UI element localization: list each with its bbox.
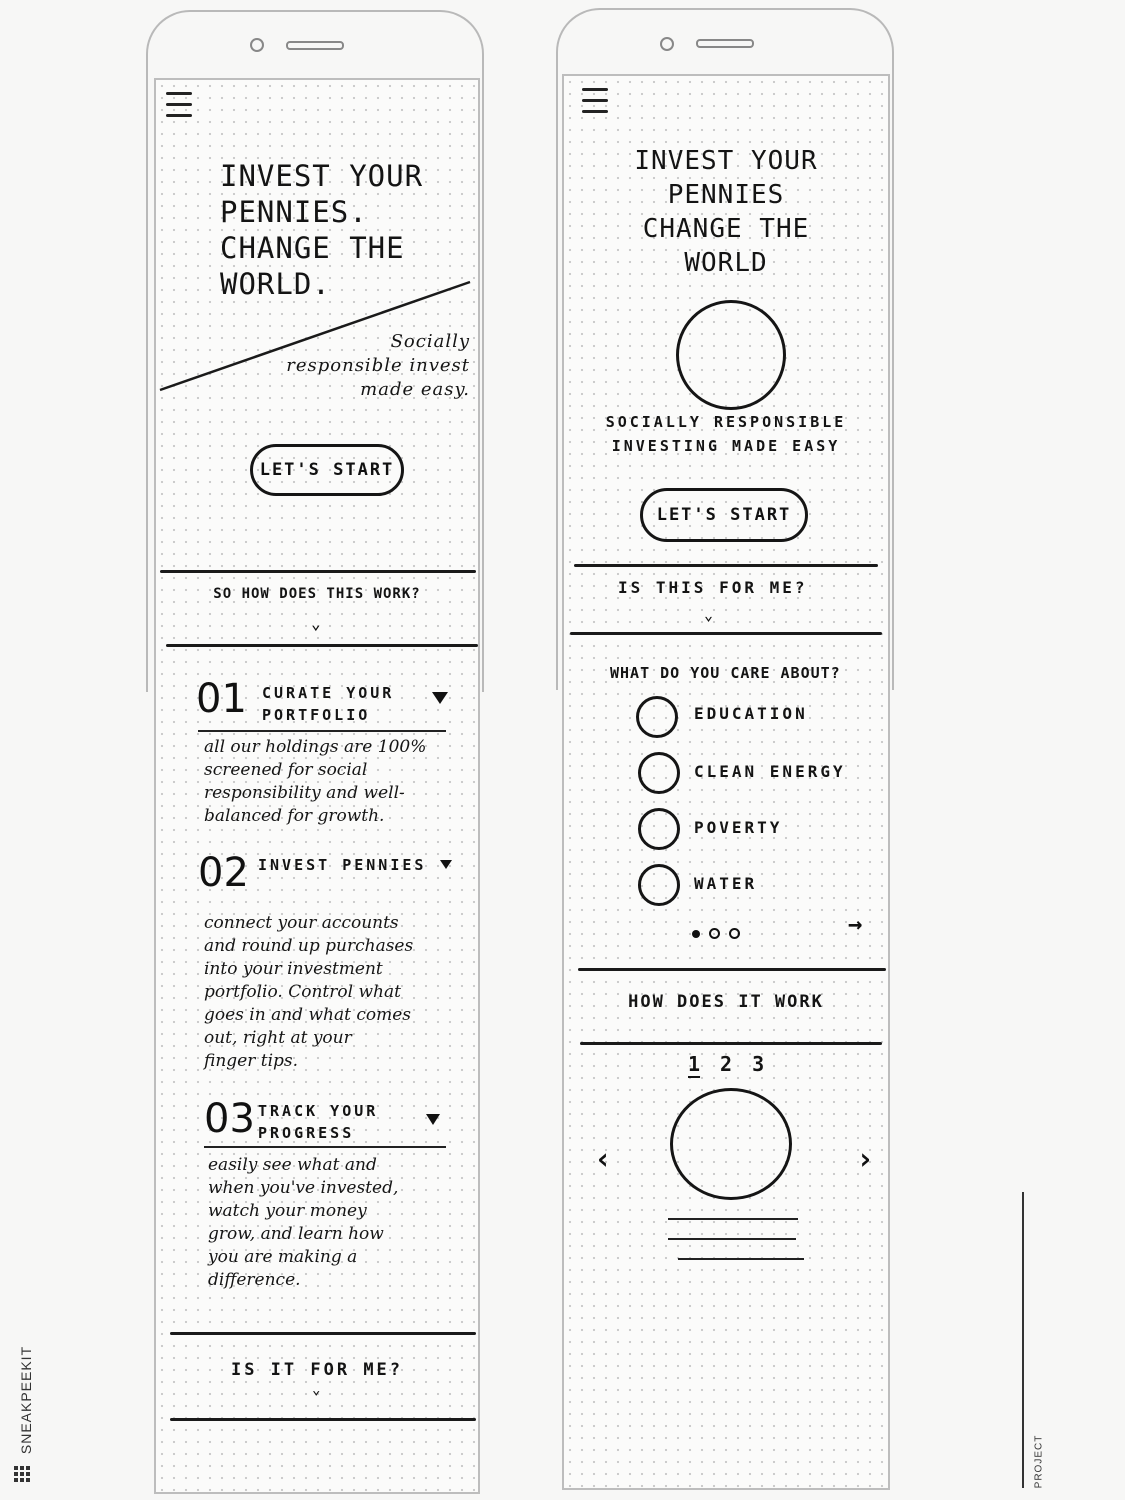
body-line: watch your money <box>208 1201 367 1221</box>
tagline-line: SOCIALLY RESPONSIBLE <box>605 413 847 431</box>
care-option-label[interactable]: CLEAN ENERGY <box>694 762 846 781</box>
body-line: easily see what and <box>208 1155 377 1175</box>
how-heading[interactable]: SO HOW DOES THIS WORK? <box>213 586 421 602</box>
text-placeholder-line <box>668 1218 798 1220</box>
body-line: portfolio. Control what <box>204 982 401 1002</box>
left-phone-screen <box>154 78 480 1494</box>
step-tab[interactable]: 2 <box>720 1052 733 1076</box>
body-line: and round up purchases <box>204 936 414 956</box>
body-line: out, right at your <box>204 1028 352 1048</box>
step-tab[interactable]: 3 <box>752 1052 765 1076</box>
care-option-label[interactable]: EDUCATION <box>694 704 808 723</box>
dot-active[interactable] <box>692 930 700 938</box>
prev-arrow-icon[interactable]: ‹ <box>594 1142 613 1177</box>
step-body <box>208 1154 398 1292</box>
hero-line: WORLD. <box>220 267 331 301</box>
hero-line: PENNIES <box>667 180 785 210</box>
body-line: you are making a <box>208 1247 358 1267</box>
step-underline <box>204 1146 446 1148</box>
is-it-for-me-heading[interactable]: IS IT FOR ME? <box>230 1360 404 1380</box>
is-this-for-me-heading[interactable]: IS THIS FOR ME? <box>618 578 808 597</box>
grid-logo-icon <box>14 1466 30 1482</box>
dot[interactable] <box>709 928 720 939</box>
care-option-label[interactable]: WATER <box>694 874 758 893</box>
care-option-checkbox[interactable] <box>638 752 680 794</box>
menu-icon[interactable] <box>582 88 608 121</box>
body-line: difference. <box>208 1270 301 1290</box>
right-phone-camera <box>660 37 674 51</box>
body-line: grow, and learn how <box>208 1224 384 1244</box>
step-tabs <box>688 1052 764 1076</box>
hero-line: PENNIES. <box>220 195 368 229</box>
right-phone-speaker <box>696 39 754 48</box>
arrow-right-icon[interactable]: → <box>848 910 863 938</box>
dot[interactable] <box>729 928 740 939</box>
section-divider <box>170 1332 476 1335</box>
step-title[interactable] <box>258 1100 378 1144</box>
section-divider <box>170 1418 476 1421</box>
hero-line: CHANGE THE <box>220 231 405 265</box>
care-option-label[interactable]: POVERTY <box>694 818 783 837</box>
text-placeholder-line <box>678 1258 804 1260</box>
triangle-down-icon[interactable] <box>432 692 448 704</box>
step-tab-active[interactable]: 1 <box>688 1052 701 1076</box>
body-line: when you've invested, <box>208 1178 399 1198</box>
right-tagline <box>564 410 888 458</box>
left-tagline <box>286 330 470 402</box>
section-divider <box>580 1042 882 1045</box>
care-option-checkbox[interactable] <box>638 864 680 906</box>
step-title-line: CURATE YOUR <box>262 684 395 702</box>
care-question: WHAT DO YOU CARE ABOUT? <box>610 664 841 682</box>
how-heading[interactable]: HOW DOES IT WORK <box>628 992 824 1012</box>
step-number: 01 <box>196 676 247 722</box>
left-phone-speaker <box>286 41 344 50</box>
chevron-down-icon[interactable]: ⌄ <box>311 614 321 633</box>
tagline-line: Socially <box>390 331 470 352</box>
step-title-line: INVEST PENNIES <box>258 856 427 874</box>
tagline-line: responsible invest <box>286 355 470 376</box>
step-title[interactable] <box>258 854 426 876</box>
step-illustration-placeholder <box>670 1088 792 1200</box>
lets-start-button[interactable]: LET'S START <box>640 488 808 542</box>
pagination-dots[interactable] <box>692 928 740 939</box>
step-title-line: PORTFOLIO <box>262 706 371 724</box>
project-vertical-rule <box>1022 1192 1024 1488</box>
next-arrow-icon[interactable]: › <box>856 1142 875 1177</box>
chevron-down-icon[interactable]: ⌄ <box>312 1382 321 1398</box>
body-line: goes in and what comes <box>204 1005 411 1025</box>
triangle-down-icon[interactable] <box>426 1114 440 1125</box>
text-placeholder-line <box>668 1238 796 1240</box>
body-line: finger tips. <box>204 1051 299 1071</box>
step-title[interactable] <box>262 682 394 726</box>
body-line: responsibility and well- <box>204 783 405 803</box>
step-underline <box>198 730 446 732</box>
menu-icon[interactable] <box>166 92 192 125</box>
body-line: all our holdings are 100% <box>204 737 427 757</box>
hero-line: WORLD <box>684 248 768 278</box>
chevron-down-icon[interactable]: ⌄ <box>704 606 714 624</box>
section-divider <box>570 632 882 635</box>
lets-start-button[interactable]: LET'S START <box>250 444 404 496</box>
body-line: screened for social <box>204 760 368 780</box>
tagline-line: made easy. <box>360 379 470 400</box>
hero-line: CHANGE THE <box>642 214 810 244</box>
body-line: into your investment <box>204 959 383 979</box>
step-number: 03 <box>204 1096 255 1142</box>
hero-line: INVEST YOUR <box>220 159 424 193</box>
hero-image-placeholder <box>676 300 786 410</box>
project-label: PROJECT <box>1033 1434 1045 1489</box>
care-option-checkbox[interactable] <box>636 696 678 738</box>
step-body <box>204 736 426 828</box>
care-option-checkbox[interactable] <box>638 808 680 850</box>
body-line: connect your accounts <box>204 913 399 933</box>
section-divider <box>578 968 886 971</box>
hero-line: INVEST YOUR <box>634 146 818 176</box>
right-hero-title <box>564 144 888 280</box>
brand-label: SNEAKPEEKIT <box>18 1345 35 1455</box>
body-line: balanced for growth. <box>204 806 385 826</box>
section-divider <box>574 564 878 567</box>
step-title-line: TRACK YOUR <box>258 1102 379 1120</box>
tagline-line: INVESTING MADE EASY <box>611 437 841 455</box>
left-phone-camera <box>250 38 264 52</box>
step-title-line: PROGRESS <box>258 1124 355 1142</box>
triangle-down-icon[interactable] <box>440 860 452 869</box>
section-divider <box>166 644 478 647</box>
section-divider <box>160 570 476 573</box>
step-body <box>204 912 413 1073</box>
step-number: 02 <box>198 850 249 896</box>
right-phone-screen <box>562 74 890 1490</box>
